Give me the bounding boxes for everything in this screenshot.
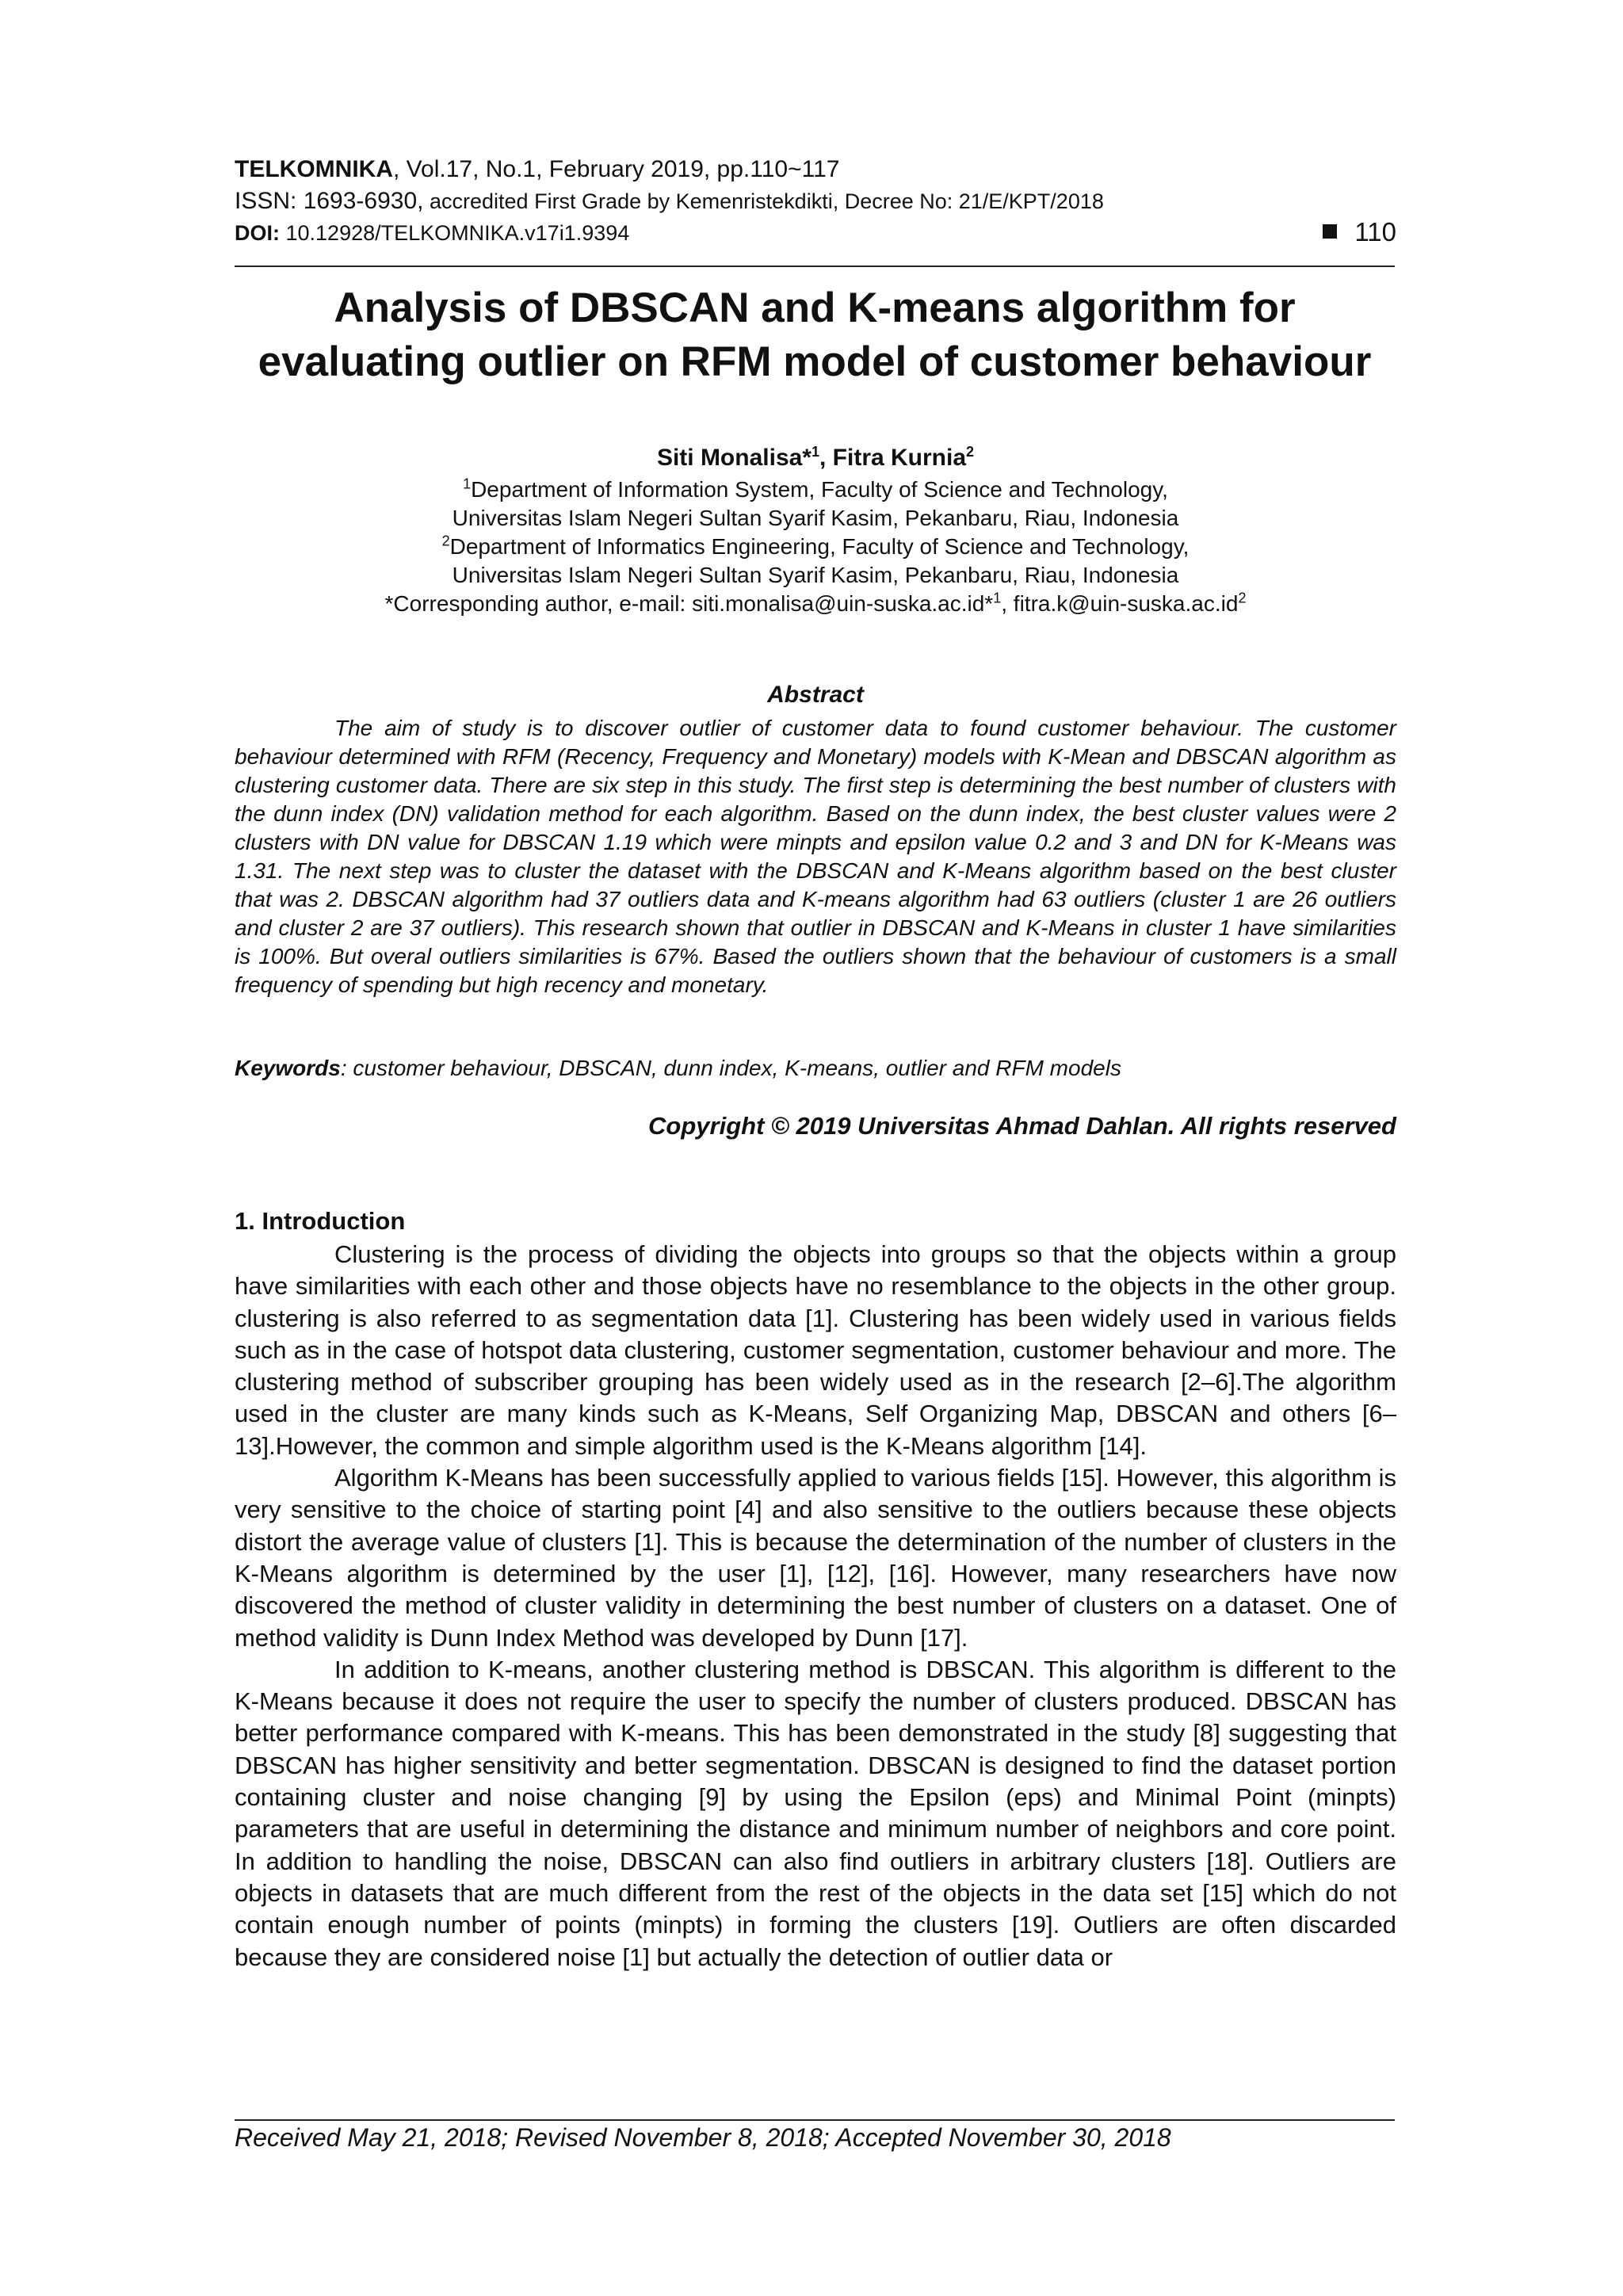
journal-citation-line	[235, 154, 1396, 185]
section-heading: 1. Introduction	[235, 1207, 406, 1235]
doi-value: 10.12928/TELKOMNIKA.v17i1.9394	[280, 221, 630, 245]
issn-line	[235, 185, 1396, 217]
author-separator: ,	[819, 445, 833, 471]
affiliations	[235, 476, 1396, 618]
corresponding-email-2: , fitra.k@uin-suska.ac.id	[1001, 591, 1239, 616]
affiliation-2-sup: 2	[441, 533, 450, 549]
author-1-sup: 1	[811, 444, 819, 460]
copyright-notice: Copyright © 2019 Universitas Ahmad Dahlan. All rights reserved	[648, 1112, 1396, 1140]
journal-volume: , Vol.17, No.1, February 2019, pp.110~117	[392, 156, 840, 182]
keywords	[235, 1054, 1396, 1083]
affiliation-2-dept: Department of Informatics Engineering, Faculty of Science and Technology,	[449, 534, 1190, 559]
abstract-text: The aim of study is to discover outlier of customer data to found customer behaviour. The customer behaviour determined with RFM (Recency, Frequency and Monetary) models with K-Mean and DBSCAN algorithm as clustering customer data. There are six step in this study. The first step is determining the best number of clusters with the dunn index (DN) validation method for each algorithm. Based on the dunn index, the best cluster values were 2 clusters with DN value for DBSCAN 1.19 which were minpts and epsilon value 0.2 and 3 and DN for K-Means was 1.31. The next step was to cluster the dataset with the DBSCAN and K-Means algorithm based on the best cluster that was 2. DBSCAN algorithm had 37 outliers data and K-means algorithm had 63 outliers (cluster 1 are 26 outliers and cluster 2 are 37 outliers). This research shown that outlier in DBSCAN and K-Means in cluster 1 have similarities is 100%. But overal outliers similarities is 67%. Based the outliers shown that the behaviour of customers is a small frequency of spending but high recency and monetary.	[235, 716, 1396, 997]
author-2: Fitra Kurnia	[832, 445, 967, 471]
doi-label: DOI:	[235, 221, 280, 245]
keywords-label: Keywords	[235, 1056, 341, 1080]
affiliation-2-line-1	[235, 533, 1396, 561]
paragraph: Algorithm K-Means has been successfully applied to various fields [15]. However, this algorithm is very sensitive to the choice of starting point [4] and also sensitive to the outliers because these objects distort the average value of clusters [1]. This is because the determination of the number of clusters in the K-Means algorithm is determined by the user [1], [12], [16]. However, many researchers have now discovered the method of cluster validity in determining the best number of clusters on a dataset. One of method validity is Dunn Index Method was developed by Dunn [17].	[235, 1464, 1396, 1652]
header-divider	[235, 266, 1395, 267]
corresponding-sup-1: 1	[993, 590, 1002, 606]
received-dates: Received May 21, 2018; Revised November 8, 2018; Accepted November 30, 2018	[235, 2123, 1171, 2152]
issn-detail: accredited First Grade by Kemenristekdikti, Decree No: 21/E/KPT/2018	[423, 189, 1104, 213]
affiliation-1-dept: Department of Information System, Faculty of Science and Technology,	[471, 477, 1168, 502]
issn-label: ISSN: 1693-6930,	[235, 188, 424, 214]
page-number	[1323, 217, 1396, 247]
abstract-heading: Abstract	[767, 682, 864, 708]
affiliation-1-sup: 1	[463, 476, 472, 492]
keywords-text: : customer behaviour, DBSCAN, dunn index, K-means, outlier and RFM models	[340, 1056, 1121, 1080]
square-bullet-icon	[1323, 224, 1337, 239]
corresponding-author	[235, 590, 1396, 618]
author-1: Siti Monalisa*	[656, 445, 812, 471]
affiliation-1-line-1	[235, 476, 1396, 504]
corresponding-email-1: *Corresponding author, e-mail: siti.monalisa@uin-suska.ac.id*	[384, 591, 994, 616]
journal-name: TELKOMNIKA	[235, 156, 393, 182]
page-number-value: 110	[1354, 217, 1396, 246]
journal-header	[235, 154, 1396, 249]
paragraph: Clustering is the process of dividing the objects into groups so that the objects within a group have similarities with each other and those objects have no resemblance to the objects in the other group. clustering is also referred to as segmentation data [1]. Clustering has been widely used in various fields such as in the case of hotspot data clustering, customer segmentation, customer behaviour and more. The clustering method of subscriber grouping has been widely used as in the research [2–6].The algorithm used in the cluster are many kinds such as K-Means, Self Organizing Map, DBSCAN and others [6–13].However, the common and simple algorithm used is the K-Means algorithm [14].	[235, 1240, 1396, 1460]
section-body	[235, 1239, 1396, 1973]
paragraph: In addition to K-means, another clustering method is DBSCAN. This algorithm is different to the K-Means because it does not require the user to specify the number of clusters produced. DBSCAN has better performance compared with K-means. This has been demonstrated in the study [8] suggesting that DBSCAN has higher sensitivity and better segmentation. DBSCAN is designed to find the dataset portion containing cluster and noise changing [9] by using the Epsilon (eps) and Minimal Point (minpts) parameters that are useful in determining the distance and minimum number of neighbors and core point. In addition to handling the noise, DBSCAN can also find outliers in arbitrary clusters [18]. Outliers are objects in datasets that are much different from the rest of the objects in the data set [15] which do not contain enough number of points (minpts) in forming the clusters [19]. Outliers are often discarded because they are considered noise [1] but actually the detection of outlier data or	[235, 1655, 1396, 1971]
author-2-sup: 2	[966, 444, 975, 460]
title-line-1: Analysis of DBSCAN and K-means algorithm for	[334, 285, 1296, 331]
corresponding-sup-2: 2	[1238, 590, 1247, 606]
paper-title	[206, 281, 1423, 389]
author-list	[235, 442, 1396, 474]
doi-line	[235, 217, 1396, 249]
affiliation-2-line-2: Universitas Islam Negeri Sultan Syarif Kasim, Pekanbaru, Riau, Indonesia	[452, 563, 1179, 587]
title-line-2: evaluating outlier on RFM model of customer behaviour	[258, 338, 1372, 385]
affiliation-1-line-2: Universitas Islam Negeri Sultan Syarif Kasim, Pekanbaru, Riau, Indonesia	[452, 506, 1179, 530]
footer-divider	[235, 2119, 1395, 2121]
